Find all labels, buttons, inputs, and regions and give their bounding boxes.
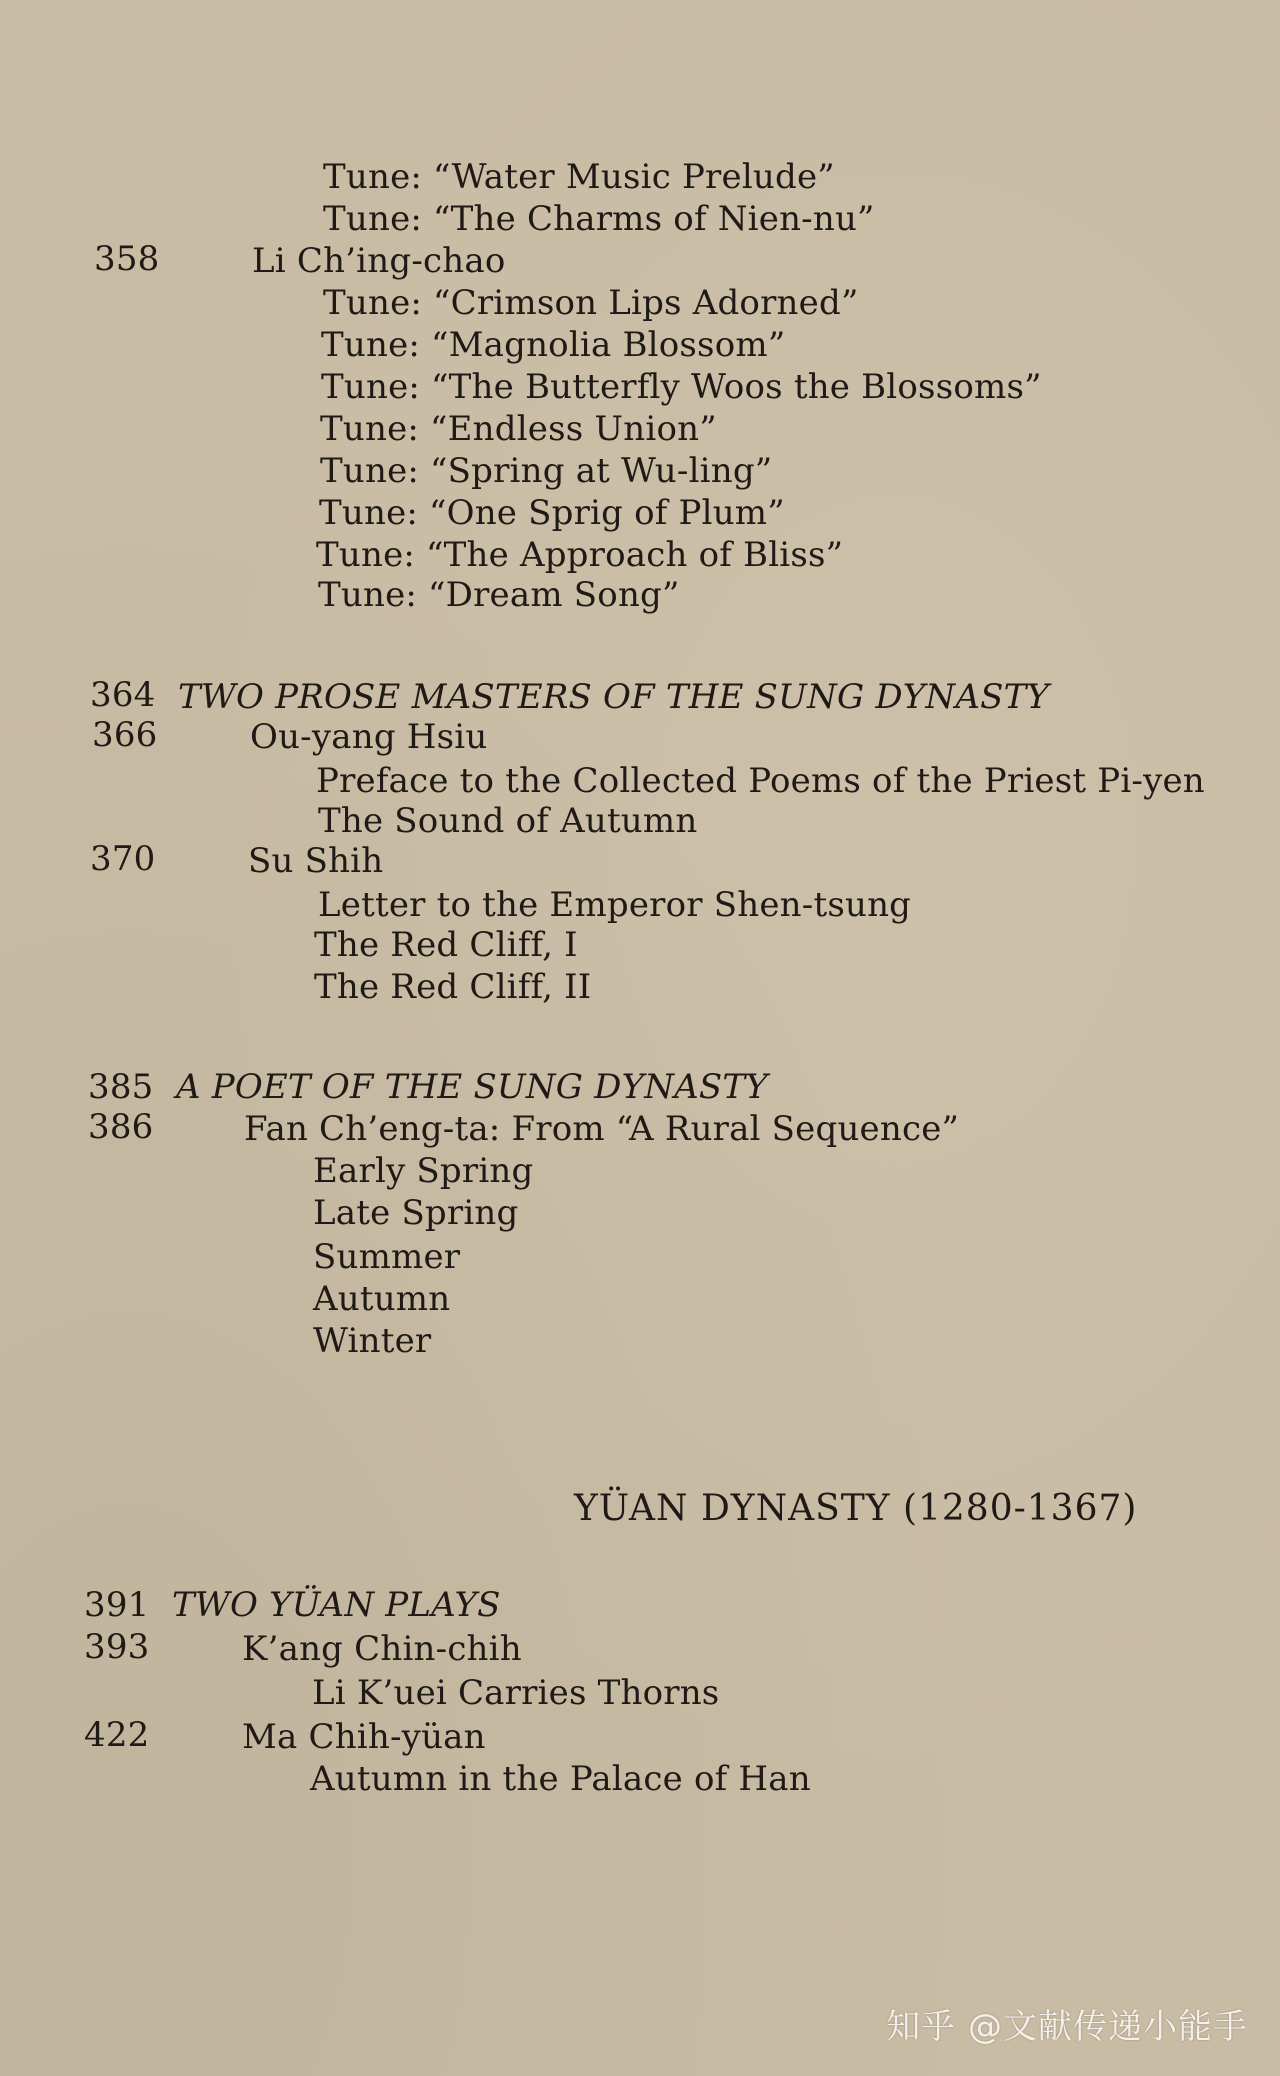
page-number: 393 <box>84 1627 150 1667</box>
toc-item: Preface to the Collected Poems of the Priest Pi-yen <box>316 761 1205 801</box>
toc-item: Winter <box>313 1321 432 1361</box>
toc-item: Autumn <box>313 1279 451 1319</box>
toc-item: Tune: “The Charms of Nien-nu” <box>323 199 875 239</box>
toc-item: Tune: “Endless Union” <box>320 409 717 449</box>
author-name: K’ang Chin-chih <box>242 1629 522 1669</box>
page-number: 386 <box>88 1107 154 1147</box>
toc-item: Tune: “The Butterfly Woos the Blossoms” <box>321 367 1042 407</box>
toc-item: The Red Cliff, II <box>314 967 592 1007</box>
toc-item: Tune: “Spring at Wu-ling” <box>320 451 773 491</box>
toc-item: Summer <box>313 1237 461 1277</box>
toc-item: The Red Cliff, I <box>314 925 578 965</box>
toc-item: Autumn in the Palace of Han <box>310 1759 811 1799</box>
toc-item: Tune: “Dream Song” <box>318 575 680 615</box>
toc-item: Li K’uei Carries Thorns <box>312 1673 720 1713</box>
section-title: TWO PROSE MASTERS OF THE SUNG DYNASTY <box>178 677 1050 717</box>
author-name: Ma Chih-yüan <box>242 1717 486 1757</box>
toc-item: Tune: “One Sprig of Plum” <box>319 493 785 533</box>
page-number: 391 <box>84 1585 150 1625</box>
page-number: 422 <box>84 1715 150 1755</box>
toc-item: Letter to the Emperor Shen-tsung <box>318 885 912 925</box>
author-name: Fan Ch’eng-ta: From “A Rural Sequence” <box>244 1109 960 1149</box>
page-number: 385 <box>88 1067 154 1107</box>
author-name: Su Shih <box>248 841 384 881</box>
dynasty-heading: YÜAN DYNASTY (1280-1367) <box>574 1488 1138 1529</box>
page-number: 358 <box>94 239 160 279</box>
section-title: TWO YÜAN PLAYS <box>172 1585 501 1625</box>
toc-item: Tune: “The Approach of Bliss” <box>316 535 844 575</box>
toc-item: Tune: “Water Music Prelude” <box>323 157 835 197</box>
watermark: 知乎 @文献传递小能手 <box>886 2007 1248 2047</box>
toc-item: Tune: “Crimson Lips Adorned” <box>323 283 859 323</box>
section-title: A POET OF THE SUNG DYNASTY <box>176 1067 768 1107</box>
author-name: Ou-yang Hsiu <box>250 717 488 757</box>
page-number: 366 <box>92 715 158 755</box>
page-number: 370 <box>90 839 156 879</box>
author-name: Li Ch’ing-chao <box>252 241 506 281</box>
toc-item: The Sound of Autumn <box>318 801 698 841</box>
toc-item: Early Spring <box>313 1151 534 1191</box>
page-number: 364 <box>90 675 156 715</box>
toc-item: Tune: “Magnolia Blossom” <box>321 325 786 365</box>
toc-item: Late Spring <box>313 1193 519 1233</box>
